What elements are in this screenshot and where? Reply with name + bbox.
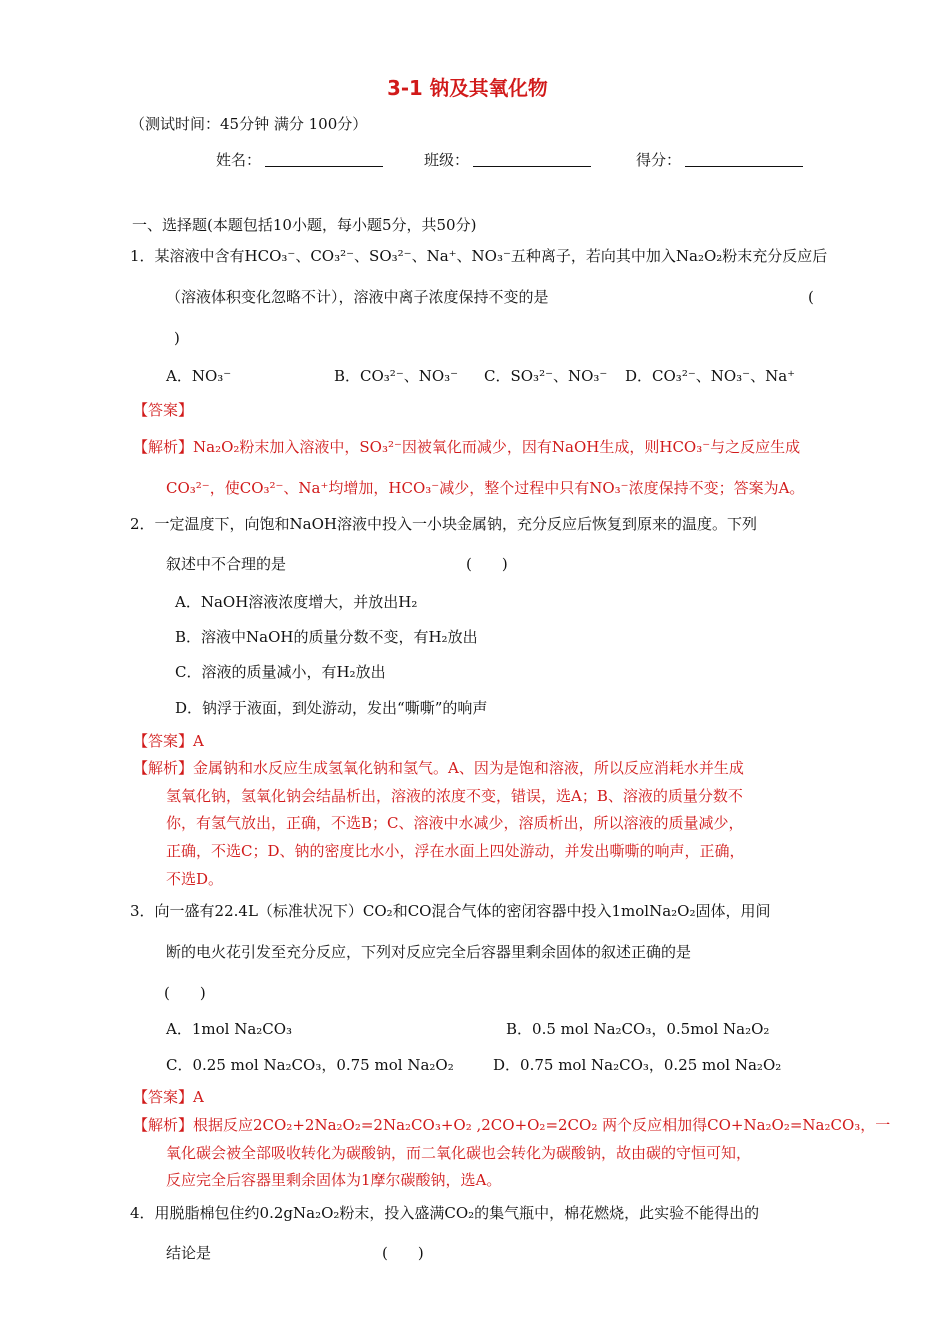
q2-answer xyxy=(133,734,204,749)
q3-stem-line1: 3．向一盛有22.4L（标准状况下）CO₂和CO混合气体的密闭容器中投入1molNa₂O₂固体，用间 xyxy=(130,902,771,920)
section-heading: 一、选择题(本题包括10小题，每小题5分，共50分) xyxy=(132,216,477,234)
q2-analysis-line4: 正确，不选C；D、钠的密度比水小，浮在水面上四处游动，并发出嘶嘶的响声，正确， xyxy=(166,842,745,860)
q3-paren: ( ) xyxy=(164,984,206,1002)
score-field[interactable] xyxy=(636,152,803,168)
q3-answer-label: 【答案】 xyxy=(133,1088,194,1106)
q1-analysis-label: 【解析】 xyxy=(133,438,194,456)
name-blank[interactable] xyxy=(265,152,383,167)
q3-option-c[interactable]: C．0.25 mol Na₂CO₃，0.75 mol Na₂O₂ xyxy=(166,1056,454,1074)
q1-stem-line1: 1．某溶液中含有HCO₃⁻、CO₃²⁻、SO₃²⁻、Na⁺、NO₃⁻五种离子，若向其中加入Na₂O₂粉末充分反应后 xyxy=(130,247,828,265)
class-label: 班级： xyxy=(424,151,470,169)
q2-answer-value: A xyxy=(193,732,204,750)
name-label: 姓名： xyxy=(216,151,262,169)
q4-stem-line1: 4．用脱脂棉包住约0.2gNa₂O₂粉末，投入盛满CO₂的集气瓶中，棉花燃烧，此实验不能得出的 xyxy=(130,1204,760,1222)
q2-stem-line1: 2．一定温度下，向饱和NaOH溶液中投入一小块金属钠，充分反应后恢复到原来的温度。下列 xyxy=(130,515,757,533)
q1-stem-line2: （溶液体积变化忽略不计），溶液中离子浓度保持不变的是 xyxy=(166,288,549,306)
q1-option-b[interactable]: B．CO₃²⁻、NO₃⁻ xyxy=(334,367,459,385)
test-meta: （测试时间：45分钟 满分 100分） xyxy=(130,115,368,133)
q2-analysis-line3: 你，有氢气放出，正确，不选B；C、溶液中水减少，溶质析出，所以溶液的质量减少， xyxy=(166,814,744,832)
q2-analysis-text1: 金属钠和水反应生成氢氧化钠和氢气。A、因为是饱和溶液，所以反应消耗水并生成 xyxy=(193,759,744,777)
class-blank[interactable] xyxy=(473,152,591,167)
q1-option-a[interactable]: A．NO₃⁻ xyxy=(166,367,232,385)
q4-stem-line2: 结论是 xyxy=(166,1244,212,1262)
q1-paren-open: ( xyxy=(808,288,814,306)
q1-analysis-text1: Na₂O₂粉末加入溶液中，SO₃²⁻因被氧化而减少，因有NaOH生成，则HCO₃⁻与之反应生成 xyxy=(193,438,801,456)
score-blank[interactable] xyxy=(685,152,803,167)
class-field[interactable] xyxy=(424,152,591,168)
q2-option-c[interactable]: C．溶液的质量减小，有H₂放出 xyxy=(175,663,386,681)
q2-analysis-line5: 不选D。 xyxy=(166,870,224,888)
q3-option-d[interactable]: D．0.75 mol Na₂CO₃，0.25 mol Na₂O₂ xyxy=(493,1056,782,1074)
q2-paren: ( ) xyxy=(466,555,508,573)
q2-option-d[interactable]: D．钠浮于液面，到处游动，发出“嘶嘶”的响声 xyxy=(175,699,488,717)
name-field[interactable] xyxy=(216,152,383,168)
q2-analysis-label: 【解析】 xyxy=(133,759,194,777)
q1-option-c[interactable]: C．SO₃²⁻、NO₃⁻ xyxy=(484,367,608,385)
score-label: 得分： xyxy=(636,151,682,169)
q1-analysis-line2: CO₃²⁻，使CO₃²⁻、Na⁺均增加，HCO₃⁻减少，整个过程中只有NO₃⁻浓度保持不变；答案为A。 xyxy=(166,479,805,497)
q3-analysis-line2: 氧化碳会被全部吸收转化为碳酸钠，而二氧化碳也会转化为碳酸钠，故由碳的守恒可知， xyxy=(166,1144,752,1162)
q3-answer xyxy=(133,1090,204,1105)
q1-analysis-line1 xyxy=(133,440,800,455)
q1-option-d[interactable]: D．CO₃²⁻、NO₃⁻、Na⁺ xyxy=(625,367,796,385)
q3-analysis-text1: 根据反应2CO₂+2Na₂O₂=2Na₂CO₃+O₂ ,2CO+O₂=2CO₂ 两个反应相加得CO+Na₂O₂=Na₂CO₃，一 xyxy=(193,1116,891,1134)
q1-paren-close: ) xyxy=(174,329,180,347)
q2-answer-label: 【答案】 xyxy=(133,732,194,750)
q2-analysis-line2: 氢氧化钠，氢氧化钠会结晶析出，溶液的浓度不变，错误，选A；B、溶液的质量分数不 xyxy=(166,787,743,805)
q1-answer-label: 【答案】 xyxy=(133,401,194,419)
page-title: 3-1 钠及其氧化物 xyxy=(387,76,548,100)
q2-option-a[interactable]: A．NaOH溶液浓度增大，并放出H₂ xyxy=(175,593,418,611)
q3-analysis-line3: 反应完全后容器里剩余固体为1摩尔碳酸钠，选A。 xyxy=(166,1171,502,1189)
q2-analysis-line1 xyxy=(133,761,744,776)
q3-analysis-line1 xyxy=(133,1118,890,1133)
q2-stem-line2: 叙述中不合理的是 xyxy=(166,555,287,573)
q3-analysis-label: 【解析】 xyxy=(133,1116,194,1134)
q4-paren: ( ) xyxy=(382,1244,424,1262)
q3-stem-line2: 断的电火花引发至充分反应，下列对反应完全后容器里剩余固体的叙述正确的是 xyxy=(166,943,692,961)
q3-option-b[interactable]: B．0.5 mol Na₂CO₃，0.5mol Na₂O₂ xyxy=(506,1020,770,1038)
q3-answer-value: A xyxy=(193,1088,204,1106)
q3-option-a[interactable]: A．1mol Na₂CO₃ xyxy=(166,1020,293,1038)
q2-option-b[interactable]: B．溶液中NaOH的质量分数不变，有H₂放出 xyxy=(175,628,478,646)
